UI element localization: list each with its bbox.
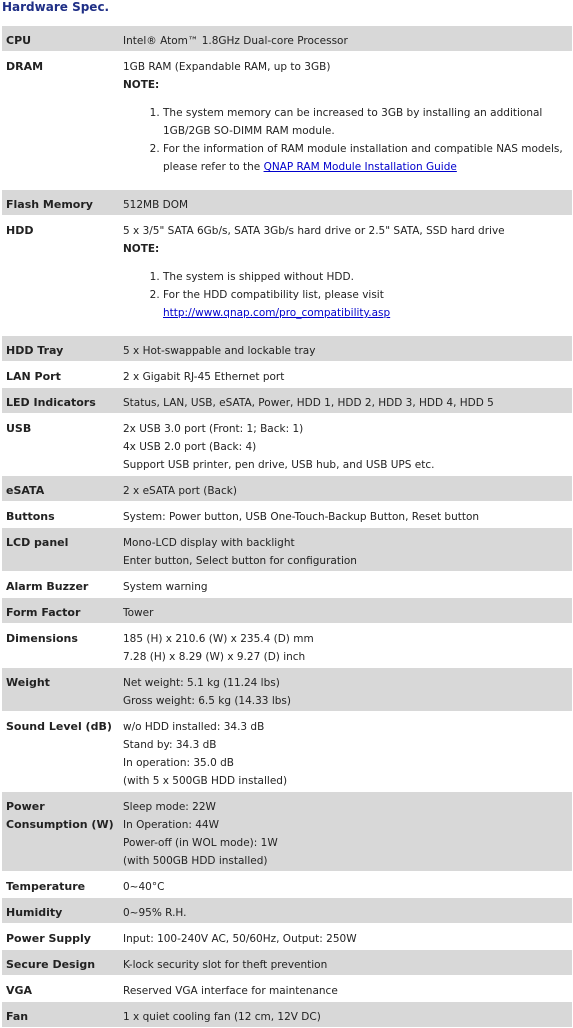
spec-value <box>123 58 564 176</box>
value-line: Reserved VGA interface for maintenance <box>123 985 338 997</box>
spec-row-esata <box>2 476 572 501</box>
value-line: 0~40°C <box>123 881 165 893</box>
spec-label: Form Factor <box>6 606 81 619</box>
spec-value <box>123 878 564 896</box>
spec-row-hdd-tray <box>2 336 572 361</box>
page-title: Hardware Spec. <box>2 0 110 14</box>
spec-row-usb <box>2 414 572 475</box>
spec-value <box>123 482 564 500</box>
spec-value <box>123 222 564 322</box>
spec-row-vga <box>2 976 572 1001</box>
spec-value <box>123 508 564 526</box>
spec-label: Alarm Buzzer <box>6 580 89 593</box>
spec-row-led-indicators <box>2 388 572 413</box>
note-list <box>123 268 564 322</box>
value-line: Net weight: 5.1 kg (11.24 lbs) <box>123 677 280 689</box>
spec-label: LAN Port <box>6 370 61 383</box>
spec-row-lcd-panel <box>2 528 572 571</box>
note-label: NOTE: <box>123 79 160 91</box>
spec-value <box>123 630 564 666</box>
spec-value <box>123 420 564 474</box>
value-line: 2x USB 3.0 port (Front: 1; Back: 1) <box>123 423 304 435</box>
spec-label: DRAM <box>6 60 44 73</box>
spec-value <box>123 368 564 386</box>
value-line: 0~95% R.H. <box>123 907 187 919</box>
spec-row-lan-port <box>2 362 572 387</box>
value-line: In Operation: 44W <box>123 819 219 831</box>
spec-label: HDD <box>6 224 34 237</box>
value-line: K-lock security slot for theft prevention <box>123 959 328 971</box>
spec-label: Dimensions <box>6 632 78 645</box>
spec-label: CPU <box>6 34 32 47</box>
spec-value <box>123 798 564 870</box>
value-line: 1 x quiet cooling fan (12 cm, 12V DC) <box>123 1011 321 1023</box>
spec-value <box>123 1008 564 1026</box>
spec-row-humidity <box>2 898 572 923</box>
value-line: Enter button, Select button for configuration <box>123 555 357 567</box>
value-line: Power-off (in WOL mode): 1W <box>123 837 278 849</box>
spec-value <box>123 578 564 596</box>
spec-label: Humidity <box>6 906 63 919</box>
spec-row-sound-level <box>2 712 572 791</box>
list-item: 1. The system memory can be increased to 3GB by installing an additional 1GB/2GB SO-DIMM RAM module. <box>163 104 564 140</box>
spec-row-cpu <box>2 26 572 51</box>
value-line: Input: 100-240V AC, 50/60Hz, Output: 250W <box>123 933 357 945</box>
spec-label: Power Supply <box>6 932 91 945</box>
value-line: Mono-LCD display with backlight <box>123 537 295 549</box>
spec-label: LED Indicators <box>6 396 96 409</box>
spec-row-form-factor <box>2 598 572 623</box>
value-line: 185 (H) x 210.6 (W) x 235.4 (D) mm <box>123 633 314 645</box>
value-line: Intel® Atom™ 1.8GHz Dual-core Processor <box>123 35 348 47</box>
value-line: 5 x Hot-swappable and lockable tray <box>123 345 316 357</box>
value-line: System warning <box>123 581 208 593</box>
list-item <box>163 140 564 176</box>
spec-label: Secure Design <box>6 958 96 971</box>
spec-label: Power Consumption (W) <box>6 800 114 831</box>
value-line: Status, LAN, USB, eSATA, Power, HDD 1, HDD 2, HDD 3, HDD 4, HDD 5 <box>123 397 494 409</box>
spec-value <box>123 32 564 50</box>
spec-label: Weight <box>6 676 50 689</box>
spec-row-dram <box>2 52 572 189</box>
spec-value <box>123 342 564 360</box>
spec-row-flash-memory <box>2 190 572 215</box>
spec-label: HDD Tray <box>6 344 64 357</box>
spec-label: Buttons <box>6 510 55 523</box>
value-line: 7.28 (H) x 8.29 (W) x 9.27 (D) inch <box>123 651 306 663</box>
ram-guide-link[interactable]: QNAP RAM Module Installation Guide <box>263 161 457 173</box>
spec-label: Flash Memory <box>6 198 93 211</box>
value-line: 1GB RAM (Expandable RAM, up to 3GB) <box>123 61 331 73</box>
spec-row-power-supply <box>2 924 572 949</box>
value-line: 2 x eSATA port (Back) <box>123 485 237 497</box>
note-list <box>123 104 564 176</box>
spec-value <box>123 956 564 974</box>
spec-label: eSATA <box>6 484 45 497</box>
spec-row-fan <box>2 1002 572 1027</box>
spec-row-secure-design <box>2 950 572 975</box>
compatibility-link[interactable]: http://www.qnap.com/pro_compatibility.asp <box>163 307 391 319</box>
list-item-text: For the information of RAM module installation and compatible NAS models, please refer to the <box>163 143 563 173</box>
spec-row-dimensions <box>2 624 572 667</box>
spec-value <box>123 674 564 710</box>
value-line: 4x USB 2.0 port (Back: 4) <box>123 441 257 453</box>
value-line: (with 500GB HDD installed) <box>123 855 268 867</box>
value-line: 5 x 3/5" SATA 6Gb/s, SATA 3Gb/s hard drive or 2.5" SATA, SSD hard drive <box>123 225 505 237</box>
spec-label: USB <box>6 422 32 435</box>
spec-value <box>123 394 564 412</box>
spec-row-hdd <box>2 216 572 335</box>
spec-row-alarm-buzzer <box>2 572 572 597</box>
value-line: Gross weight: 6.5 kg (14.33 lbs) <box>123 695 291 707</box>
spec-label: VGA <box>6 984 33 997</box>
value-line: System: Power button, USB One-Touch-Backup Button, Reset button <box>123 511 480 523</box>
spec-label: Temperature <box>6 880 86 893</box>
spec-label: Fan <box>6 1010 29 1023</box>
spec-value <box>123 604 564 622</box>
spec-row-temperature <box>2 872 572 897</box>
value-line: 512MB DOM <box>123 199 189 211</box>
value-line: (with 5 x 500GB HDD installed) <box>123 775 288 787</box>
value-line: In operation: 35.0 dB <box>123 757 234 769</box>
spec-label: LCD panel <box>6 536 69 549</box>
value-line: 2 x Gigabit RJ-45 Ethernet port <box>123 371 285 383</box>
spec-row-power-consumption <box>2 792 572 871</box>
spec-value <box>123 930 564 948</box>
spec-value <box>123 196 564 214</box>
list-item <box>163 286 564 322</box>
spec-value <box>123 718 564 790</box>
note-label: NOTE: <box>123 243 160 255</box>
value-line: Stand by: 34.3 dB <box>123 739 217 751</box>
spec-row-weight <box>2 668 572 711</box>
value-line: w/o HDD installed: 34.3 dB <box>123 721 265 733</box>
spec-row-buttons <box>2 502 572 527</box>
value-line: Sleep mode: 22W <box>123 801 216 813</box>
value-line: Tower <box>123 607 154 619</box>
spec-value <box>123 904 564 922</box>
spec-label: Sound Level (dB) <box>6 720 112 733</box>
spec-value <box>123 982 564 1000</box>
value-line: Support USB printer, pen drive, USB hub, and USB UPS etc. <box>123 459 435 471</box>
spec-value <box>123 534 564 570</box>
list-item: 1. The system is shipped without HDD. <box>163 268 564 286</box>
list-item-text: For the HDD compatibility list, please visit <box>163 289 384 301</box>
